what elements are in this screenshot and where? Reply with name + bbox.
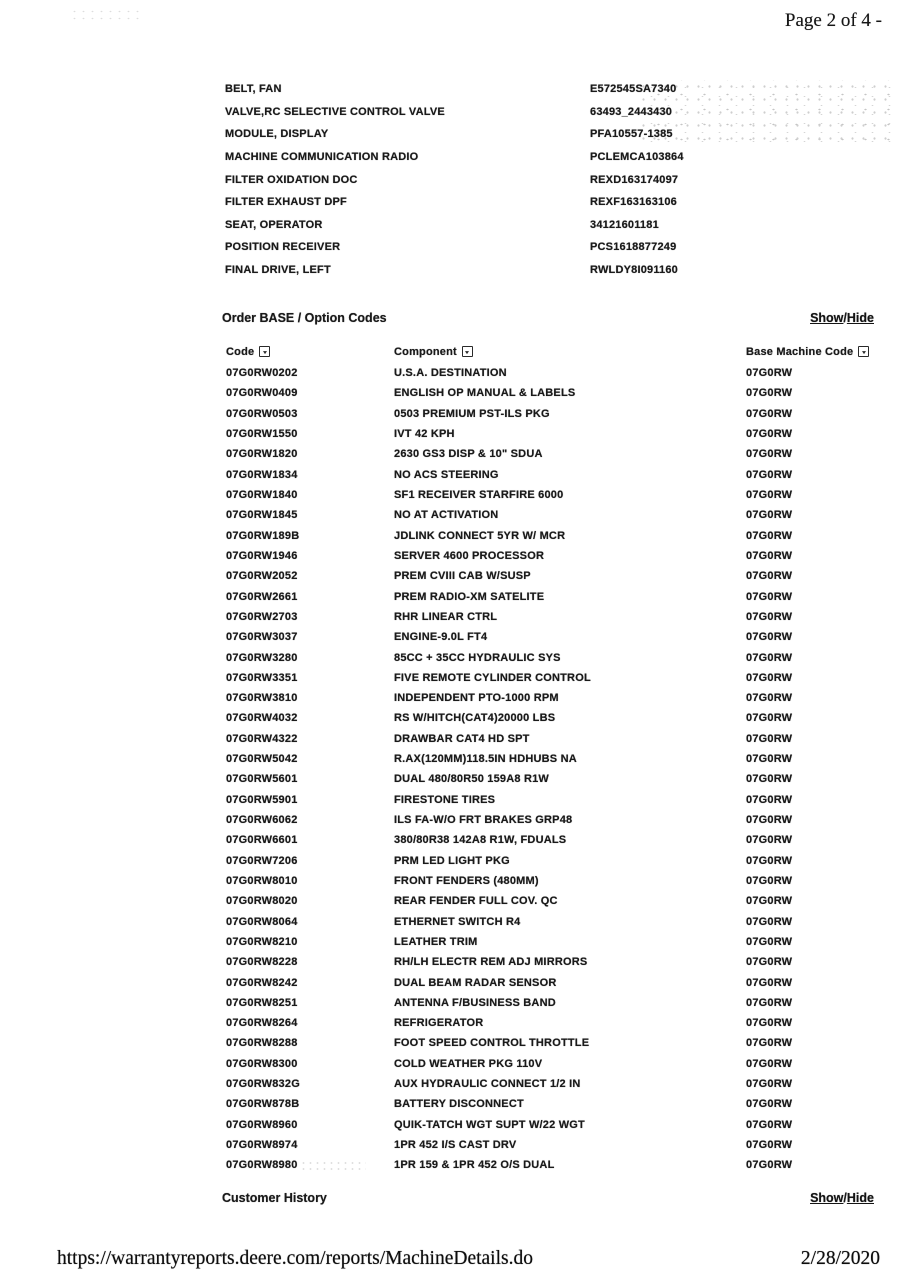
- cell-component: RS W/HITCH(CAT4)20000 LBS: [394, 712, 556, 725]
- table-row: [226, 952, 874, 972]
- part-serial-number: 63493_2443430: [590, 105, 673, 118]
- cell-base-machine-code: 07G0RW: [746, 956, 793, 969]
- cell-base-machine-code: 07G0RW: [746, 1098, 793, 1111]
- table-row: [226, 830, 874, 850]
- slash-separator: /: [843, 311, 847, 325]
- cell-base-machine-code: 07G0RW: [746, 996, 793, 1009]
- part-name: POSITION RECEIVER: [225, 241, 341, 254]
- cell-base-machine-code: 07G0RW: [746, 753, 793, 766]
- cell-base-machine-code: 07G0RW: [746, 509, 793, 522]
- cell-component: DUAL BEAM RADAR SENSOR: [394, 976, 557, 989]
- scan-noise: [70, 8, 142, 24]
- section-title-order-codes: Order BASE / Option Codes: [222, 311, 387, 325]
- table-row: [226, 790, 874, 810]
- cell-component: INDEPENDENT PTO-1000 RPM: [394, 692, 559, 705]
- table-row: [226, 485, 874, 505]
- cell-component: PRM LED LIGHT PKG: [394, 854, 510, 867]
- parts-list: [225, 78, 885, 281]
- down-arrow-icon: [465, 351, 469, 354]
- cell-code: 07G0RW8210: [226, 935, 298, 948]
- cell-code: 07G0RW6601: [226, 834, 298, 847]
- show-hide-controls: [810, 1191, 874, 1205]
- cell-code: 07G0RW832G: [226, 1078, 300, 1091]
- cell-component: RH/LH ELECTR REM ADJ MIRRORS: [394, 956, 588, 969]
- table-row: [226, 729, 874, 749]
- cell-component: R.AX(120MM)118.5IN HDHUBS NA: [394, 753, 577, 766]
- cell-code: 07G0RW3037: [226, 631, 298, 644]
- cell-base-machine-code: 07G0RW: [746, 895, 793, 908]
- cell-base-machine-code: 07G0RW: [746, 590, 793, 603]
- cell-base-machine-code: 07G0RW: [746, 631, 793, 644]
- cell-code: 07G0RW3280: [226, 651, 298, 664]
- table-row: [226, 505, 874, 525]
- cell-component: ANTENNA F/BUSINESS BAND: [394, 996, 556, 1009]
- cell-code: 07G0RW8242: [226, 976, 298, 989]
- cell-component: JDLINK CONNECT 5YR W/ MCR: [394, 529, 566, 542]
- cell-base-machine-code: 07G0RW: [746, 610, 793, 623]
- cell-code: 07G0RW3351: [226, 671, 298, 684]
- cell-component: AUX HYDRAULIC CONNECT 1/2 IN: [394, 1078, 581, 1091]
- part-serial-number: PCLEMCA103864: [590, 151, 684, 164]
- cell-component: ENGLISH OP MANUAL & LABELS: [394, 387, 576, 400]
- part-row: [225, 214, 885, 237]
- table-row: [226, 769, 874, 789]
- part-row: [225, 78, 885, 101]
- cell-base-machine-code: 07G0RW: [746, 1017, 793, 1030]
- cell-base-machine-code: 07G0RW: [746, 814, 793, 827]
- cell-component: U.S.A. DESTINATION: [394, 367, 507, 380]
- table-row: [226, 363, 874, 383]
- table-body: [226, 363, 874, 1176]
- part-row: [225, 168, 885, 191]
- cell-component: IVT 42 KPH: [394, 428, 455, 441]
- table-row: [226, 1115, 874, 1135]
- cell-code: 07G0RW1845: [226, 509, 298, 522]
- option-codes-table: [226, 340, 874, 1176]
- part-serial-number: PCS1618877249: [590, 241, 677, 254]
- cell-component: COLD WEATHER PKG 110V: [394, 1057, 543, 1070]
- cell-base-machine-code: 07G0RW: [746, 671, 793, 684]
- cell-base-machine-code: 07G0RW: [746, 1159, 793, 1172]
- part-serial-number: REXF163163106: [590, 196, 677, 209]
- cell-code: 07G0RW0202: [226, 367, 298, 380]
- table-row: [226, 1094, 874, 1114]
- cell-component: PREM CVIII CAB W/SUSP: [394, 570, 531, 583]
- cell-base-machine-code: 07G0RW: [746, 549, 793, 562]
- cell-component: 85CC + 35CC HYDRAULIC SYS: [394, 651, 561, 664]
- cell-component: ILS FA-W/O FRT BRAKES GRP48: [394, 814, 573, 827]
- table-row: [226, 627, 874, 647]
- table-row: [226, 424, 874, 444]
- part-serial-number: REXD163174097: [590, 173, 679, 186]
- cell-code: 07G0RW2661: [226, 590, 298, 603]
- part-name: MODULE, DISPLAY: [225, 128, 329, 141]
- cell-code: 07G0RW1946: [226, 549, 298, 562]
- table-row: [226, 383, 874, 403]
- cell-base-machine-code: 07G0RW: [746, 387, 793, 400]
- cell-base-machine-code: 07G0RW: [746, 407, 793, 420]
- column-header-base-machine-code-label: Base Machine Code: [746, 345, 854, 358]
- cell-code: 07G0RW878B: [226, 1098, 300, 1111]
- column-header-code[interactable]: [226, 346, 394, 358]
- cell-base-machine-code: 07G0RW: [746, 448, 793, 461]
- part-name: VALVE,RC SELECTIVE CONTROL VALVE: [225, 105, 445, 118]
- cell-code: 07G0RW6062: [226, 814, 298, 827]
- cell-base-machine-code: 07G0RW: [746, 976, 793, 989]
- footer-date: 2/28/2020: [800, 1248, 880, 1269]
- cell-base-machine-code: 07G0RW: [746, 854, 793, 867]
- cell-base-machine-code: 07G0RW: [746, 834, 793, 847]
- table-row: [226, 566, 874, 586]
- table-row: [226, 1074, 874, 1094]
- part-name: FILTER EXHAUST DPF: [225, 196, 347, 209]
- table-row: [226, 647, 874, 667]
- cell-code: 07G0RW8300: [226, 1057, 298, 1070]
- cell-component: SF1 RECEIVER STARFIRE 6000: [394, 489, 564, 502]
- cell-code: 07G0RW4032: [226, 712, 298, 725]
- page-number: Page 2 of 4 -: [784, 10, 882, 31]
- column-header-component[interactable]: [394, 346, 746, 358]
- cell-component: PREM RADIO-XM SATELITE: [394, 590, 545, 603]
- part-row: [225, 101, 885, 124]
- cell-code: 07G0RW7206: [226, 854, 298, 867]
- cell-code: 07G0RW3810: [226, 692, 298, 705]
- cell-code: 07G0RW4322: [226, 732, 298, 745]
- down-arrow-icon: [862, 351, 866, 354]
- cell-code: 07G0RW8064: [226, 915, 298, 928]
- cell-base-machine-code: 07G0RW: [746, 1057, 793, 1070]
- column-header-base-machine-code[interactable]: [746, 346, 874, 358]
- table-row: [226, 607, 874, 627]
- part-row: [225, 259, 885, 282]
- part-row: [225, 236, 885, 259]
- table-row: [226, 972, 874, 992]
- cell-code: 07G0RW8980: [226, 1159, 298, 1172]
- cell-component: FIRESTONE TIRES: [394, 793, 496, 806]
- table-row: [226, 444, 874, 464]
- cell-component: LEATHER TRIM: [394, 935, 478, 948]
- part-serial-number: 34121601181: [590, 218, 659, 231]
- cell-code: 07G0RW8228: [226, 956, 298, 969]
- cell-base-machine-code: 07G0RW: [746, 793, 793, 806]
- section-title-customer-history: Customer History: [222, 1191, 327, 1205]
- cell-code: 07G0RW8020: [226, 895, 298, 908]
- cell-component: 380/80R38 142A8 R1W, FDUALS: [394, 834, 567, 847]
- cell-base-machine-code: 07G0RW: [746, 1037, 793, 1050]
- slash-separator: /: [843, 1191, 847, 1205]
- table-row: [226, 1033, 874, 1053]
- cell-base-machine-code: 07G0RW: [746, 1139, 793, 1152]
- part-name: MACHINE COMMUNICATION RADIO: [225, 151, 419, 164]
- table-row: [226, 891, 874, 911]
- part-row: [225, 146, 885, 169]
- footer-url: https://warrantyreports.deere.com/reports/MachineDetails.do: [57, 1248, 533, 1269]
- cell-code: 07G0RW5901: [226, 793, 298, 806]
- cell-component: DUAL 480/80R50 159A8 R1W: [394, 773, 550, 786]
- hide-link[interactable]: Hide: [846, 311, 874, 325]
- cell-base-machine-code: 07G0RW: [746, 712, 793, 725]
- table-row: [226, 851, 874, 871]
- order-base-option-codes-section-header: [222, 311, 874, 325]
- part-name: FILTER OXIDATION DOC: [225, 173, 358, 186]
- table-row: [226, 1013, 874, 1033]
- cell-code: 07G0RW5042: [226, 753, 298, 766]
- cell-component: REFRIGERATOR: [394, 1017, 484, 1030]
- cell-base-machine-code: 07G0RW: [746, 1118, 793, 1131]
- cell-component: 1PR 452 I/S CAST DRV: [394, 1139, 517, 1152]
- cell-base-machine-code: 07G0RW: [746, 874, 793, 887]
- cell-component: FOOT SPEED CONTROL THROTTLE: [394, 1037, 590, 1050]
- cell-code: 07G0RW0409: [226, 387, 298, 400]
- part-name: SEAT, OPERATOR: [225, 218, 323, 231]
- cell-code: 07G0RW8974: [226, 1139, 298, 1152]
- cell-base-machine-code: 07G0RW: [746, 570, 793, 583]
- show-link[interactable]: Show: [810, 311, 844, 325]
- table-header-row: [226, 340, 874, 363]
- cell-base-machine-code: 07G0RW: [746, 935, 793, 948]
- cell-code: 07G0RW8264: [226, 1017, 298, 1030]
- cell-base-machine-code: 07G0RW: [746, 692, 793, 705]
- sort-dropdown-icon[interactable]: [259, 346, 270, 357]
- cell-component: 0503 PREMIUM PST-ILS PKG: [394, 407, 550, 420]
- part-row: [225, 123, 885, 146]
- table-row: [226, 404, 874, 424]
- table-row: [226, 1155, 874, 1175]
- cell-component: RHR LINEAR CTRL: [394, 610, 498, 623]
- cell-component: SERVER 4600 PROCESSOR: [394, 549, 545, 562]
- table-row: [226, 708, 874, 728]
- cell-code: 07G0RW2703: [226, 610, 298, 623]
- cell-component: BATTERY DISCONNECT: [394, 1098, 524, 1111]
- cell-code: 07G0RW8960: [226, 1118, 298, 1131]
- cell-component: REAR FENDER FULL COV. QC: [394, 895, 558, 908]
- cell-code: 07G0RW1550: [226, 428, 298, 441]
- part-row: [225, 191, 885, 214]
- cell-component: NO ACS STEERING: [394, 468, 499, 481]
- table-row: [226, 871, 874, 891]
- cell-base-machine-code: 07G0RW: [746, 1078, 793, 1091]
- sort-dropdown-icon[interactable]: [858, 346, 869, 357]
- cell-code: 07G0RW8251: [226, 996, 298, 1009]
- cell-component: 2630 GS3 DISP & 10" SDUA: [394, 448, 543, 461]
- table-row: [226, 688, 874, 708]
- cell-base-machine-code: 07G0RW: [746, 468, 793, 481]
- table-row: [226, 932, 874, 952]
- part-serial-number: RWLDY8I091160: [590, 264, 679, 277]
- cell-component: ENGINE-9.0L FT4: [394, 631, 488, 644]
- column-header-code-label: Code: [226, 345, 255, 358]
- show-hide-controls: [810, 311, 874, 325]
- cell-code: 07G0RW8288: [226, 1037, 298, 1050]
- cell-component: ETHERNET SWITCH R4: [394, 915, 521, 928]
- cell-base-machine-code: 07G0RW: [746, 732, 793, 745]
- cell-base-machine-code: 07G0RW: [746, 367, 793, 380]
- print-footer: [57, 1248, 880, 1270]
- cell-code: 07G0RW1834: [226, 468, 298, 481]
- cell-base-machine-code: 07G0RW: [746, 428, 793, 441]
- show-link[interactable]: Show: [810, 1191, 844, 1205]
- part-serial-number: E572545SA7340: [590, 83, 677, 96]
- part-name: FINAL DRIVE, LEFT: [225, 264, 331, 277]
- table-row: [226, 465, 874, 485]
- cell-component: FIVE REMOTE CYLINDER CONTROL: [394, 671, 591, 684]
- column-header-component-label: Component: [394, 345, 457, 358]
- cell-code: 07G0RW5601: [226, 773, 298, 786]
- cell-component: 1PR 159 & 1PR 452 O/S DUAL: [394, 1159, 555, 1172]
- cell-component: DRAWBAR CAT4 HD SPT: [394, 732, 530, 745]
- customer-history-section-header: [222, 1191, 874, 1205]
- table-row: [226, 1054, 874, 1074]
- table-row: [226, 1135, 874, 1155]
- table-row: [226, 586, 874, 606]
- cell-base-machine-code: 07G0RW: [746, 489, 793, 502]
- cell-component: QUIK-TATCH WGT SUPT W/22 WGT: [394, 1118, 585, 1131]
- cell-base-machine-code: 07G0RW: [746, 915, 793, 928]
- cell-component: NO AT ACTIVATION: [394, 509, 499, 522]
- table-row: [226, 993, 874, 1013]
- down-arrow-icon: [263, 351, 267, 354]
- part-serial-number: PFA10557-1385: [590, 128, 673, 141]
- cell-code: 07G0RW1840: [226, 489, 298, 502]
- table-row: [226, 911, 874, 931]
- cell-base-machine-code: 07G0RW: [746, 529, 793, 542]
- cell-code: 07G0RW8010: [226, 874, 298, 887]
- cell-base-machine-code: 07G0RW: [746, 651, 793, 664]
- hide-link[interactable]: Hide: [846, 1191, 874, 1205]
- cell-code: 07G0RW2052: [226, 570, 298, 583]
- sort-dropdown-icon[interactable]: [462, 346, 473, 357]
- cell-component: FRONT FENDERS (480MM): [394, 874, 539, 887]
- cell-code: 07G0RW0503: [226, 407, 298, 420]
- part-name: BELT, FAN: [225, 83, 282, 96]
- cell-code: 07G0RW189B: [226, 529, 300, 542]
- table-row: [226, 749, 874, 769]
- table-row: [226, 526, 874, 546]
- table-row: [226, 810, 874, 830]
- cell-code: 07G0RW1820: [226, 448, 298, 461]
- cell-base-machine-code: 07G0RW: [746, 773, 793, 786]
- table-row: [226, 668, 874, 688]
- table-row: [226, 546, 874, 566]
